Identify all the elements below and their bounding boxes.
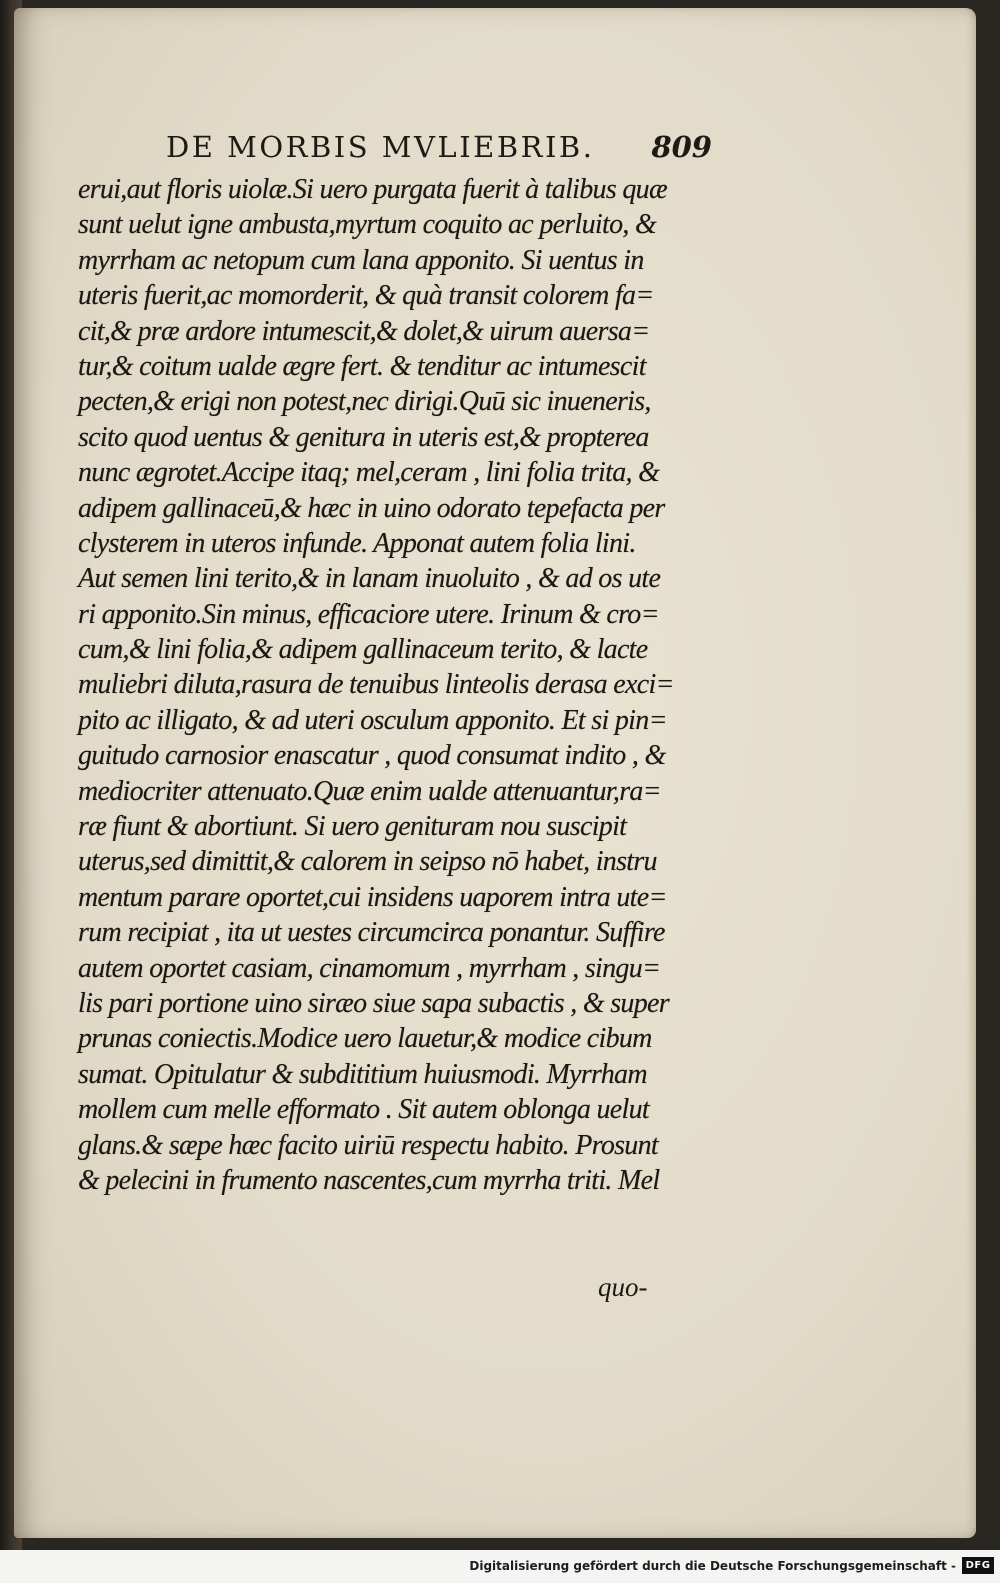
running-head [152,130,712,170]
funding-credit: Digitalisierung gefördert durch die Deutsche Forschungsgemeinschaft - [469,1559,956,1573]
dfg-logo: DFG [962,1557,994,1574]
text-line: cum,& lini folia,& adipem gallinaceum terito, & lacte [78,634,648,666]
text-line: ri apponito.Sin minus, efficaciore utere. Irinum & cro= [78,598,659,630]
text-line: erui,aut floris uiolæ.Si uero purgata fuerit à talibus quæ [78,174,667,205]
running-head-title: DE MORBIS MVLIEBRIB. [166,130,595,164]
text-line: Aut semen lini terito,& in lanam inuoluito , & ad os ute [78,563,661,595]
catchword: quo- [598,1272,648,1302]
text-line: sumat. Opitulatur & subdititium huiusmodi. Myrrham [78,1058,647,1090]
text-line: cit,& præ ardore intumescit,& dolet,& uirum auersa= [78,315,650,347]
text-line: pito ac illigato, & ad uteri osculum apponito. Et si pin= [78,704,667,736]
body-text [78,172,718,1198]
footer-bar [0,1550,1000,1583]
text-line: scito quod uentus & genitura in uteris est,& propterea [78,421,649,453]
text-line: clysterem in uteros infunde. Apponat autem folia lini. [78,527,636,559]
text-line: rum recipiat , ita ut uestes circumcirca ponantur. Suffire [78,917,665,949]
text-line: tur,& coitum ualde ægre fert. & tenditur ac intumescit [78,350,646,382]
text-line: pecten,& erigi non potest,nec dirigi.Quū sic inueneris, [78,386,651,418]
text-line: glans.& sæpe hæc facito uiriū respectu habito. Prosunt [78,1129,658,1161]
text-line: prunas coniectis.Modice uero lauetur,& modice cibum [78,1023,652,1055]
text-line: autem oportet casiam, cinamomum , myrrham , singu= [78,952,661,984]
text-line: & pelecini in frumento nascentes,cum myrrha triti. Mel [78,1164,660,1196]
text-line: lis pari portione uino siræo siue sapa subactis , & super [78,987,669,1019]
text-line: uteris fuerit,ac momorderit, & quà transit colorem fa= [78,280,654,312]
page-edge [968,48,976,1528]
text-line: myrrham ac netopum cum lana apponito. Si uentus in [78,244,644,276]
text-line: mollem cum melle efformato . Sit autem oblonga uelut [78,1094,649,1126]
text-line: muliebri diluta,rasura de tenuibus linteolis derasa exci= [78,669,674,701]
text-line: mentum parare oportet,cui insidens uaporem intra ute= [78,881,667,913]
text-line: uterus,sed dimittit,& calorem in seipso nō habet, instru [78,846,657,878]
text-line: adipem gallinaceū,& hæc in uino odorato tepefacta per [78,492,665,524]
text-line: sunt uelut igne ambusta,myrtum coquito ac perluito, & [78,209,657,241]
text-line: ræ fiunt & abortiunt. Si uero genituram nou suscipit [78,811,627,843]
text-line: nunc ægrotet.Accipe itaq; mel,ceram , lini folia trita, & [78,457,660,489]
text-line: guitudo carnosior enascatur , quod consumat indito , & [78,740,666,772]
text-line: mediocriter attenuato.Quæ enim ualde attenuantur,ra= [78,775,661,807]
page-number: 809 [651,130,712,164]
